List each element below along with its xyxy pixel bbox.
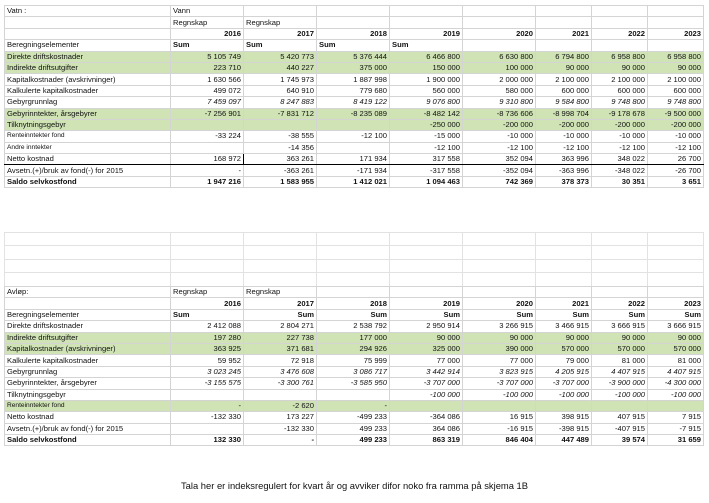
vatn-header-label: Beregningselementer xyxy=(5,40,171,51)
vatn-sum-2017: Sum xyxy=(244,40,317,51)
vatn-row xyxy=(5,165,704,176)
vatn-row-label: Renteinntekter fond xyxy=(5,131,171,142)
avlop-row xyxy=(5,389,704,400)
vatn-cell-2023: -200 000 xyxy=(648,119,704,130)
avlop-cell-2022: -3 900 000 xyxy=(592,378,648,389)
avlop-col-type-2016: Regnskap xyxy=(171,287,244,298)
vatn-col-type-2017: Regnskap xyxy=(244,17,317,28)
avlop-cell-2023: -4 300 000 xyxy=(648,378,704,389)
vatn-cell-2020: 2 000 000 xyxy=(463,74,536,85)
vatn-sum-2019: Sum xyxy=(390,40,463,51)
avlop-year-2022: 2022 xyxy=(592,298,648,309)
avlop-cell-2016: -3 155 575 xyxy=(171,378,244,389)
avlop-row-label: Gebyrgrunnlag xyxy=(5,366,171,377)
vatn-cell-2016: 1 630 566 xyxy=(171,74,244,85)
avlop-cell-2022: -407 915 xyxy=(592,423,648,434)
vatn-cell-2017: -14 356 xyxy=(244,142,317,153)
avlop-cell-2021 xyxy=(536,400,592,411)
vatn-row xyxy=(5,97,704,108)
avlop-row-label: Kalkulerte kapitalkostnader xyxy=(5,355,171,366)
avlop-year-2017: 2017 xyxy=(244,298,317,309)
avlop-cell-2022: 570 000 xyxy=(592,343,648,354)
vatn-row xyxy=(5,119,704,130)
vatn-cell-2017: 1 745 973 xyxy=(244,74,317,85)
vatn-row xyxy=(5,108,704,119)
vatn-year-2022: 2022 xyxy=(592,28,648,39)
vatn-year-2021: 2021 xyxy=(536,28,592,39)
avlop-row-label: Renteinntekter fond xyxy=(5,400,171,411)
avlop-cell-2022 xyxy=(592,400,648,411)
avlop-row xyxy=(5,355,704,366)
avlop-cell-2021: 3 466 915 xyxy=(536,321,592,332)
avlop-row-label: Tilknytningsgebyr xyxy=(5,389,171,400)
avlop-header-label: Beregningselementer xyxy=(5,309,171,320)
vatn-cell-2020: 742 369 xyxy=(463,176,536,187)
vatn-cell-2017: 8 247 883 xyxy=(244,97,317,108)
avlop-cell-2017: 2 804 271 xyxy=(244,321,317,332)
vatn-cell-2020: -352 094 xyxy=(463,165,536,176)
avlop-col-type-2017: Regnskap xyxy=(244,287,317,298)
avlop-row xyxy=(5,423,704,434)
vatn-cell-2021: -363 996 xyxy=(536,165,592,176)
vatn-cell-2018: 1 887 998 xyxy=(317,74,390,85)
vatn-cell-2016: 223 710 xyxy=(171,62,244,73)
vatn-cell-2018: -171 934 xyxy=(317,165,390,176)
vatn-cell-2020: 352 094 xyxy=(463,154,536,165)
avlop-cell-2018: -3 585 950 xyxy=(317,378,390,389)
vatn-year-2019: 2019 xyxy=(390,28,463,39)
avlop-year-2021: 2021 xyxy=(536,298,592,309)
vatn-cell-2016: -7 256 901 xyxy=(171,108,244,119)
avlop-row-label: Saldo selvkostfond xyxy=(5,435,171,446)
avlop-cell-2021: 4 205 915 xyxy=(536,366,592,377)
avlop-title: Avløp: xyxy=(5,287,171,298)
avlop-row xyxy=(5,378,704,389)
vatn-row-label: Andre inntekter xyxy=(5,142,171,153)
vatn-row xyxy=(5,142,704,153)
avlop-cell-2021: 79 000 xyxy=(536,355,592,366)
avlop-cell-2019: 364 086 xyxy=(390,423,463,434)
avlop-cell-2023: 81 000 xyxy=(648,355,704,366)
vatn-row xyxy=(5,131,704,142)
vatn-year-2016: 2016 xyxy=(171,28,244,39)
vatn-cell-2023: 3 651 xyxy=(648,176,704,187)
vatn-cell-2017: 640 910 xyxy=(244,85,317,96)
vatn-cell-2022: -348 022 xyxy=(592,165,648,176)
vatn-year-2020: 2020 xyxy=(463,28,536,39)
avlop-row xyxy=(5,343,704,354)
vatn-cell-2018: 375 000 xyxy=(317,62,390,73)
avlop-row-label: Direkte driftskostnader xyxy=(5,321,171,332)
vatn-cell-2020: -8 736 606 xyxy=(463,108,536,119)
avlop-year-2023: 2023 xyxy=(648,298,704,309)
avlop-cell-2023: 90 000 xyxy=(648,332,704,343)
vatn-row-label: Saldo selvkostfond xyxy=(5,176,171,187)
vatn-cell-2021: 9 584 800 xyxy=(536,97,592,108)
avlop-cell-2022: -100 000 xyxy=(592,389,648,400)
vatn-col-type-2016: Regnskap xyxy=(171,17,244,28)
avlop-cell-2020: 3 266 915 xyxy=(463,321,536,332)
vatn-cell-2017: -38 555 xyxy=(244,131,317,142)
vatn-cell-2023: 600 000 xyxy=(648,85,704,96)
vatn-row-label: Indirekte driftsutgifter xyxy=(5,62,171,73)
avlop-sum-2017: Sum xyxy=(244,309,317,320)
vatn-row-label: Avsetn.(+)/bruk av fond(-) for 2015 xyxy=(5,165,171,176)
vatn-cell-2022: -12 100 xyxy=(592,142,648,153)
vatn-cell-2023: 2 100 000 xyxy=(648,74,704,85)
avlop-cell-2017: 173 227 xyxy=(244,412,317,423)
vatn-cell-2020: -12 100 xyxy=(463,142,536,153)
avlop-cell-2020: 77 000 xyxy=(463,355,536,366)
vatn-cell-2016: 168 972 xyxy=(171,154,244,165)
vatn-cell-2023: 6 958 800 xyxy=(648,51,704,62)
vatn-cell-2019: 1 094 463 xyxy=(390,176,463,187)
vatn-cell-2016: 499 072 xyxy=(171,85,244,96)
avlop-cell-2020: 846 404 xyxy=(463,435,536,446)
avlop-cell-2021: -398 915 xyxy=(536,423,592,434)
avlop-sum-2018: Sum xyxy=(317,309,390,320)
vatn-cell-2022: -200 000 xyxy=(592,119,648,130)
vatn-row xyxy=(5,74,704,85)
vatn-year-2017: 2017 xyxy=(244,28,317,39)
avlop-cell-2022: 39 574 xyxy=(592,435,648,446)
vatn-cell-2017: 363 261 xyxy=(244,154,317,165)
vatn-cell-2016 xyxy=(171,142,244,153)
avlop-cell-2022: 81 000 xyxy=(592,355,648,366)
vatn-row xyxy=(5,85,704,96)
avlop-cell-2023: -100 000 xyxy=(648,389,704,400)
avlop-cell-2018: 499 233 xyxy=(317,423,390,434)
avlop-year-2020: 2020 xyxy=(463,298,536,309)
avlop-cell-2018: 3 086 717 xyxy=(317,366,390,377)
vatn-cell-2021: 378 373 xyxy=(536,176,592,187)
avlop-year-2018: 2018 xyxy=(317,298,390,309)
avlop-cell-2017: - xyxy=(244,435,317,446)
vatn-cell-2018: 779 680 xyxy=(317,85,390,96)
avlop-cell-2017: -2 620 xyxy=(244,400,317,411)
avlop-cell-2021: 398 915 xyxy=(536,412,592,423)
vatn-cell-2019: 9 076 800 xyxy=(390,97,463,108)
avlop-cell-2019: 325 000 xyxy=(390,343,463,354)
vatn-cell-2023: 90 000 xyxy=(648,62,704,73)
avlop-cell-2020: 3 823 915 xyxy=(463,366,536,377)
avlop-cell-2018: 499 233 xyxy=(317,435,390,446)
vatn-cell-2017 xyxy=(244,119,317,130)
vatn-cell-2019: 1 900 000 xyxy=(390,74,463,85)
vatn-cell-2023: -9 500 000 xyxy=(648,108,704,119)
vatn-cell-2018: 171 934 xyxy=(317,154,390,165)
avlop-cell-2016: 197 280 xyxy=(171,332,244,343)
avlop-cell-2019: 3 442 914 xyxy=(390,366,463,377)
avlop-cell-2016: 132 330 xyxy=(171,435,244,446)
avlop-row xyxy=(5,400,704,411)
avlop-cell-2019: -3 707 000 xyxy=(390,378,463,389)
avlop-row xyxy=(5,412,704,423)
vatn-cell-2019: 6 466 800 xyxy=(390,51,463,62)
vatn-sum-2016: Sum xyxy=(171,40,244,51)
vatn-cell-2020: 6 630 800 xyxy=(463,51,536,62)
vatn-cell-2018: 5 376 444 xyxy=(317,51,390,62)
vatn-cell-2018 xyxy=(317,142,390,153)
avlop-cell-2020: 16 915 xyxy=(463,412,536,423)
avlop-cell-2019: -100 000 xyxy=(390,389,463,400)
vatn-cell-2018: 8 419 122 xyxy=(317,97,390,108)
vatn-cell-2021: 600 000 xyxy=(536,85,592,96)
avlop-row-label: Indirekte driftsutgifter xyxy=(5,332,171,343)
avlop-cell-2017: -3 300 761 xyxy=(244,378,317,389)
avlop-year-2019: 2019 xyxy=(390,298,463,309)
vatn-cell-2020: 100 000 xyxy=(463,62,536,73)
avlop-cell-2023: 3 666 915 xyxy=(648,321,704,332)
spacer-grid xyxy=(4,232,704,287)
vatn-cell-2017: -363 261 xyxy=(244,165,317,176)
avlop-cell-2021: 447 489 xyxy=(536,435,592,446)
avlop-cell-2021: 570 000 xyxy=(536,343,592,354)
avlop-cell-2020: -100 000 xyxy=(463,389,536,400)
avlop-sum-2016: Sum xyxy=(171,309,244,320)
avlop-cell-2018: 2 538 792 xyxy=(317,321,390,332)
avlop-row xyxy=(5,435,704,446)
avlop-row xyxy=(5,321,704,332)
vatn-cell-2017: 1 583 955 xyxy=(244,176,317,187)
avlop-cell-2016: - xyxy=(171,400,244,411)
vatn-cell-2021: 2 100 000 xyxy=(536,74,592,85)
vatn-row-label: Netto kostnad xyxy=(5,154,171,165)
avlop-cell-2023: 570 000 xyxy=(648,343,704,354)
avlop-cell-2017: -132 330 xyxy=(244,423,317,434)
avlop-table xyxy=(4,286,704,446)
avlop-row-label: Netto kostnad xyxy=(5,412,171,423)
avlop-sum-2020: Sum xyxy=(463,309,536,320)
avlop-cell-2021: -100 000 xyxy=(536,389,592,400)
avlop-row-label: Gebyrinntekter, årsgebyrer xyxy=(5,378,171,389)
vatn-cell-2021: -200 000 xyxy=(536,119,592,130)
vatn-row-label: Tilknytningsgebyr xyxy=(5,119,171,130)
vatn-cell-2023: -26 700 xyxy=(648,165,704,176)
vatn-cell-2018: 1 412 021 xyxy=(317,176,390,187)
vatn-cell-2020: 580 000 xyxy=(463,85,536,96)
vatn-cell-2019: -317 558 xyxy=(390,165,463,176)
avlop-cell-2022: 4 407 915 xyxy=(592,366,648,377)
vatn-col-group: Vann xyxy=(171,6,244,17)
vatn-cell-2019: 560 000 xyxy=(390,85,463,96)
vatn-row xyxy=(5,176,704,187)
vatn-cell-2023: -12 100 xyxy=(648,142,704,153)
vatn-year-2018: 2018 xyxy=(317,28,390,39)
avlop-cell-2020: 390 000 xyxy=(463,343,536,354)
vatn-cell-2022: 2 100 000 xyxy=(592,74,648,85)
avlop-cell-2017: 227 738 xyxy=(244,332,317,343)
vatn-cell-2021: 6 794 800 xyxy=(536,51,592,62)
avlop-cell-2020 xyxy=(463,400,536,411)
vatn-cell-2019: -8 482 142 xyxy=(390,108,463,119)
vatn-cell-2022: -9 178 678 xyxy=(592,108,648,119)
vatn-cell-2020: -200 000 xyxy=(463,119,536,130)
vatn-row-label: Gebyrgrunnlag xyxy=(5,97,171,108)
avlop-cell-2019: -364 086 xyxy=(390,412,463,423)
vatn-cell-2022: 6 958 800 xyxy=(592,51,648,62)
avlop-row-label: Kapitalkostnader (avskrivninger) xyxy=(5,343,171,354)
avlop-cell-2022: 407 915 xyxy=(592,412,648,423)
avlop-cell-2023 xyxy=(648,400,704,411)
avlop-cell-2018: 294 926 xyxy=(317,343,390,354)
avlop-cell-2018: -499 233 xyxy=(317,412,390,423)
vatn-cell-2023: -10 000 xyxy=(648,131,704,142)
vatn-cell-2019: -250 000 xyxy=(390,119,463,130)
avlop-cell-2017 xyxy=(244,389,317,400)
avlop-cell-2023: 7 915 xyxy=(648,412,704,423)
vatn-cell-2022: 600 000 xyxy=(592,85,648,96)
avlop-cell-2016: 3 023 245 xyxy=(171,366,244,377)
vatn-cell-2016 xyxy=(171,119,244,130)
avlop-year-2016: 2016 xyxy=(171,298,244,309)
avlop-cell-2019: 863 319 xyxy=(390,435,463,446)
avlop-cell-2017: 371 681 xyxy=(244,343,317,354)
vatn-cell-2019: -12 100 xyxy=(390,142,463,153)
vatn-cell-2016: 7 459 097 xyxy=(171,97,244,108)
avlop-row-label: Avsetn.(+)/bruk av fond(-) for 2015 xyxy=(5,423,171,434)
avlop-cell-2020: -16 915 xyxy=(463,423,536,434)
vatn-cell-2018: -8 235 089 xyxy=(317,108,390,119)
vatn-cell-2023: 9 748 800 xyxy=(648,97,704,108)
avlop-cell-2021: -3 707 000 xyxy=(536,378,592,389)
vatn-cell-2021: -10 000 xyxy=(536,131,592,142)
vatn-table xyxy=(4,5,704,188)
avlop-row xyxy=(5,332,704,343)
vatn-cell-2016: -33 224 xyxy=(171,131,244,142)
avlop-cell-2016 xyxy=(171,389,244,400)
vatn-cell-2020: -10 000 xyxy=(463,131,536,142)
vatn-cell-2020: 9 310 800 xyxy=(463,97,536,108)
avlop-cell-2022: 90 000 xyxy=(592,332,648,343)
footnote-caption: Tala her er indeksregulert for kvart år og avviker difor noko fra ramma på skjema 1B xyxy=(180,480,529,491)
avlop-cell-2019: 2 950 914 xyxy=(390,321,463,332)
vatn-cell-2019: 317 558 xyxy=(390,154,463,165)
vatn-cell-2021: 363 996 xyxy=(536,154,592,165)
avlop-cell-2020: -3 707 000 xyxy=(463,378,536,389)
avlop-cell-2023: 4 407 915 xyxy=(648,366,704,377)
avlop-cell-2016: 2 412 088 xyxy=(171,321,244,332)
vatn-cell-2022: 90 000 xyxy=(592,62,648,73)
avlop-cell-2023: 31 659 xyxy=(648,435,704,446)
vatn-cell-2022: -10 000 xyxy=(592,131,648,142)
vatn-row-label: Kapitalkostnader (avskrivninger) xyxy=(5,74,171,85)
vatn-cell-2017: -7 831 712 xyxy=(244,108,317,119)
vatn-cell-2016: 5 105 749 xyxy=(171,51,244,62)
avlop-cell-2019: 77 000 xyxy=(390,355,463,366)
avlop-sum-2022: Sum xyxy=(592,309,648,320)
vatn-year-2023: 2023 xyxy=(648,28,704,39)
vatn-cell-2016: - xyxy=(171,165,244,176)
vatn-cell-2017: 440 227 xyxy=(244,62,317,73)
avlop-cell-2016: 59 952 xyxy=(171,355,244,366)
avlop-cell-2019: 90 000 xyxy=(390,332,463,343)
vatn-cell-2022: 9 748 800 xyxy=(592,97,648,108)
avlop-cell-2016: -132 330 xyxy=(171,412,244,423)
avlop-cell-2020: 90 000 xyxy=(463,332,536,343)
vatn-row-label: Direkte driftskostnader xyxy=(5,51,171,62)
vatn-row-label: Gebyrinntekter, årsgebyrer xyxy=(5,108,171,119)
avlop-sum-2023: Sum xyxy=(648,309,704,320)
vatn-cell-2022: 30 351 xyxy=(592,176,648,187)
avlop-cell-2021: 90 000 xyxy=(536,332,592,343)
vatn-cell-2021: 90 000 xyxy=(536,62,592,73)
vatn-row xyxy=(5,154,704,165)
vatn-cell-2022: 348 022 xyxy=(592,154,648,165)
avlop-sum-2021: Sum xyxy=(536,309,592,320)
vatn-row-label: Kalkulerte kapitalkostnader xyxy=(5,85,171,96)
vatn-cell-2018: -12 100 xyxy=(317,131,390,142)
avlop-cell-2016 xyxy=(171,423,244,434)
vatn-cell-2019: -15 000 xyxy=(390,131,463,142)
vatn-row xyxy=(5,62,704,73)
avlop-cell-2018: - xyxy=(317,400,390,411)
vatn-cell-2023: 26 700 xyxy=(648,154,704,165)
vatn-cell-2017: 5 420 773 xyxy=(244,51,317,62)
avlop-cell-2016: 363 925 xyxy=(171,343,244,354)
avlop-cell-2017: 3 476 608 xyxy=(244,366,317,377)
vatn-cell-2021: -12 100 xyxy=(536,142,592,153)
avlop-cell-2017: 72 918 xyxy=(244,355,317,366)
vatn-cell-2018 xyxy=(317,119,390,130)
avlop-cell-2018: 177 000 xyxy=(317,332,390,343)
vatn-title: Vatn : xyxy=(5,6,171,17)
vatn-row xyxy=(5,51,704,62)
avlop-row xyxy=(5,366,704,377)
avlop-cell-2022: 3 666 915 xyxy=(592,321,648,332)
avlop-cell-2018 xyxy=(317,389,390,400)
avlop-cell-2018: 75 999 xyxy=(317,355,390,366)
vatn-cell-2019: 150 000 xyxy=(390,62,463,73)
avlop-cell-2023: -7 915 xyxy=(648,423,704,434)
avlop-cell-2019 xyxy=(390,400,463,411)
vatn-cell-2021: -8 998 704 xyxy=(536,108,592,119)
vatn-cell-2016: 1 947 216 xyxy=(171,176,244,187)
vatn-sum-2018: Sum xyxy=(317,40,390,51)
avlop-sum-2019: Sum xyxy=(390,309,463,320)
